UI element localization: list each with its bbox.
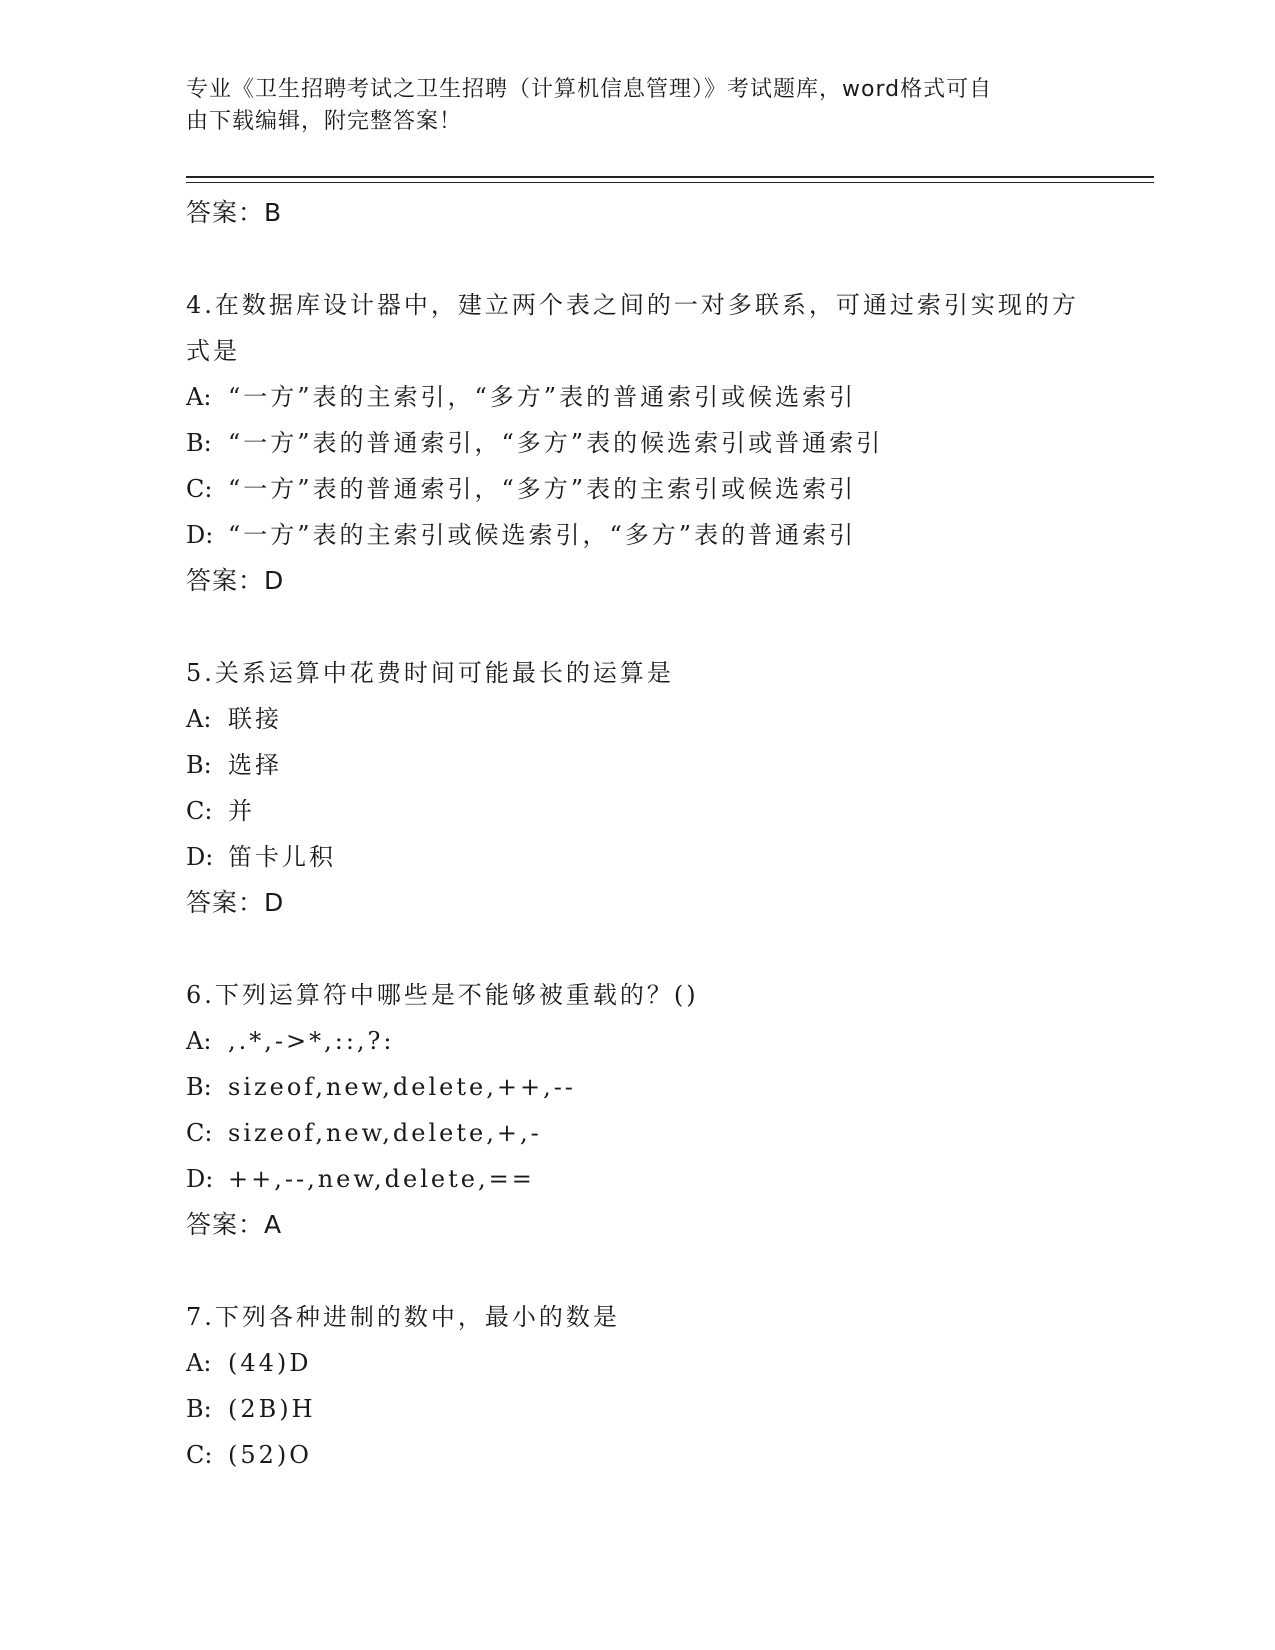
answer-line: 答案：D (186, 566, 285, 595)
option-label: D: (186, 1165, 214, 1193)
header-line-2: 由下载编辑，附完整答案！ (186, 109, 463, 134)
option-label: A: (186, 1027, 212, 1055)
option-a (186, 374, 1086, 420)
option-a (186, 1340, 1086, 1386)
question-stem: 5.关系运算中花费时间可能最长的运算是 (186, 659, 674, 687)
option-b (186, 420, 1086, 466)
option-label: A: (186, 705, 212, 733)
option-text: ++,--,new,delete,== (228, 1165, 535, 1193)
option-text: 并 (228, 797, 255, 825)
option-text: “一方”表的普通索引，“多方”表的候选索引或普通索引 (228, 429, 884, 457)
option-b (186, 1386, 1086, 1432)
option-c (186, 466, 1086, 512)
option-text: ,.*,->*,::,?: (228, 1027, 395, 1055)
option-text: “一方”表的主索引或候选索引，“多方”表的普通索引 (228, 521, 857, 549)
header-rule-thin (186, 182, 1154, 183)
option-text: 笛卡儿积 (228, 843, 336, 871)
option-label: B: (186, 751, 212, 779)
option-text: 选择 (228, 751, 282, 779)
option-text: 联接 (228, 705, 282, 733)
question-stem: 7.下列各种进制的数中，最小的数是 (186, 1303, 620, 1331)
option-c (186, 1110, 1086, 1156)
option-label: A: (186, 1349, 212, 1377)
option-label: D: (186, 521, 214, 549)
option-label: B: (186, 429, 212, 457)
option-b (186, 742, 1086, 788)
header-line-1: 专业《卫生招聘考试之卫生招聘（计算机信息管理）》考试题库，word格式可自 (186, 77, 993, 102)
option-label: C: (186, 1119, 213, 1147)
option-text: (2B)H (228, 1395, 316, 1423)
question-stem: 4.在数据库设计器中，建立两个表之间的一对多联系，可通过索引实现的方式是 (186, 291, 1079, 365)
option-c (186, 788, 1086, 834)
answer-line: 答案：D (186, 888, 285, 917)
option-text: “一方”表的普通索引，“多方”表的主索引或候选索引 (228, 475, 857, 503)
option-d (186, 512, 1086, 558)
option-text: (44)D (228, 1349, 312, 1377)
option-label: C: (186, 475, 213, 503)
option-label: C: (186, 797, 213, 825)
option-label: D: (186, 843, 214, 871)
option-label: C: (186, 1441, 213, 1469)
option-text: (52)O (228, 1441, 312, 1469)
option-text: sizeof,new,delete,++,-- (228, 1073, 576, 1101)
question-stem: 6.下列运算符中哪些是不能够被重载的？() (186, 981, 699, 1009)
option-c (186, 1432, 1086, 1478)
option-text: sizeof,new,delete,+,- (228, 1119, 542, 1147)
option-a (186, 696, 1086, 742)
option-label: A: (186, 383, 212, 411)
option-label: B: (186, 1073, 212, 1101)
option-label: B: (186, 1395, 212, 1423)
option-d (186, 1156, 1086, 1202)
header-rule-thick (186, 176, 1154, 178)
question-list (186, 190, 1086, 1478)
answer-line: 答案：A (186, 1210, 283, 1239)
option-b (186, 1064, 1086, 1110)
option-d (186, 834, 1086, 880)
document-header (186, 74, 1066, 138)
answer-line: 答案：B (186, 198, 283, 227)
option-a (186, 1018, 1086, 1064)
option-text: “一方”表的主索引，“多方”表的普通索引或候选索引 (228, 383, 857, 411)
